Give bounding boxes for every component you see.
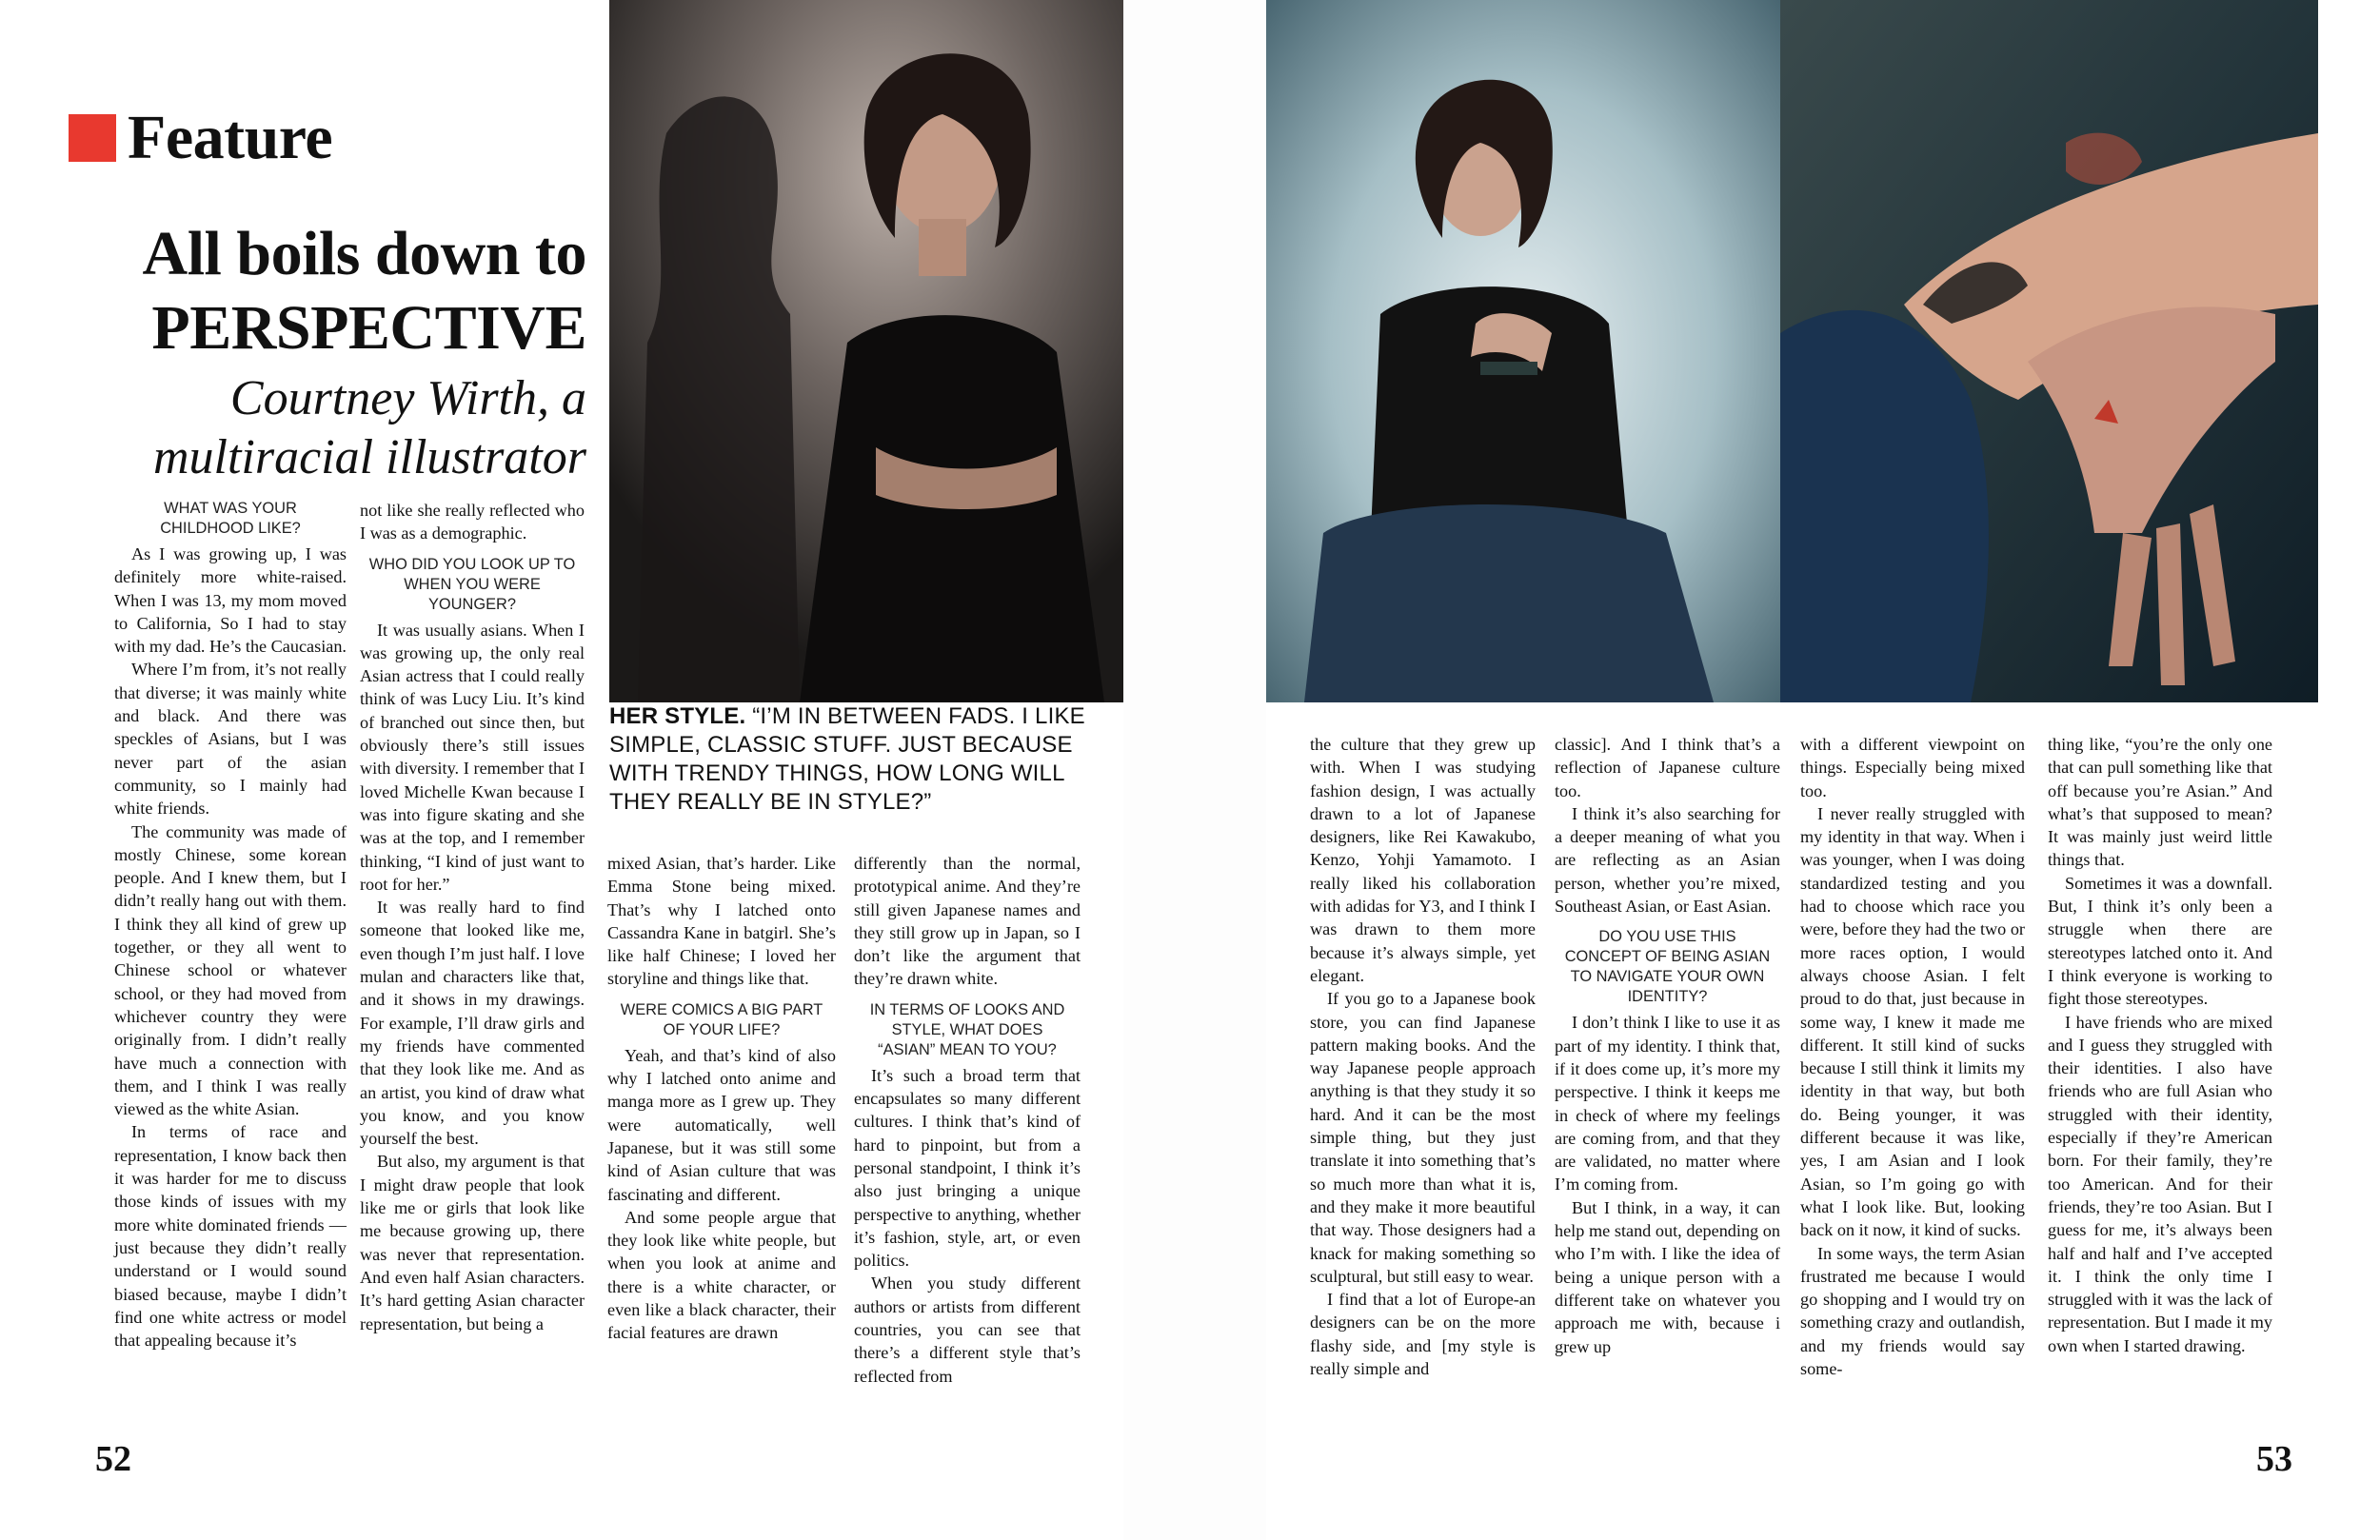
article-column-5 bbox=[1310, 733, 1536, 1380]
body-paragraph: The community was made of mostly Chinese, some korean people. And I knew them, but I didn’t really hang out with them. I think they all kind of grew up together, or they all went to Chinese school or whatever school, or they had moved from whichever country they were originally from. I didn’t really have much a connection with them, and I think I was really viewed as the white Asian. bbox=[114, 821, 347, 1119]
body-paragraph: I never really struggled with my identity in that way. When i was younger, when I was doing standardized testing and you had to choose which race you were, before they had the two or more races option, I would always choose Asian. I felt proud to do that, just because in some way, I knew it made me different. It still kind of sucks because I still think it limits my identity in that way, but both do. Being younger, it was different because it was like, yes, I am Asian and I look Asian, so I’m going go with what I look like. But, looking back on it now, it kind of sucks. bbox=[1800, 803, 2025, 1240]
body-paragraph: I find that a lot of Europe-an designers can be on the more flashy side, and [my style is really simple and bbox=[1310, 1290, 1536, 1379]
section-label bbox=[69, 103, 333, 172]
body-paragraph: When you study different authors or artists from different countries, you can see that there’s a different style that’s reflected from bbox=[854, 1273, 1081, 1386]
body-paragraph: Sometimes it was a downfall. But, I think it’s only been a struggle when there are stereotypes latched onto it. And I think everyone is working to fight those stereotypes. bbox=[2048, 873, 2272, 1009]
body-paragraph: I don’t think I like to use it as part of my identity. I think that, if it does come up, it’s more my perspective. I think it keeps me in check of where my feelings are coming from, and that they are validated, no matter where I’m coming from. bbox=[1555, 1013, 1780, 1194]
caption-text: “I’M IN BETWEEN FADS. I LIKE SIMPLE, CLASSIC STUFF. JUST BECAUSE WITH TRENDY THINGS, HOW LONG WILL THEY REALLY BE IN STYLE?” bbox=[609, 703, 1085, 815]
body-paragraph: thing like, “you’re the only one that can pull something like that off because you’re Asian.” And what’s that supposed to mean? It was mainly just weird little things that. bbox=[2048, 735, 2272, 870]
interview-question: WHO DID YOU LOOK UP TO WHEN YOU WERE YOUNGER? bbox=[368, 555, 576, 613]
body-paragraph: But I think, in a way, it can help me stand out, depending on who I’m with. I like the idea of being a unique person with a different take on whatever you approach me with, because i grew up bbox=[1555, 1197, 1780, 1356]
body-paragraph: I have friends who are mixed and I guess they struggled with their identities. I also have friends who are full Asian who struggled with their identity, especially if they’re American born. For their family, they’re too American. And for their friends, they’re too Asian. But I guess for me, it’s always been half and half and I’ve accepted it. I think the only time I struggled with it was the lack of representation. But I made it my own when I started drawing. bbox=[2048, 1012, 2272, 1355]
article-subhead bbox=[53, 369, 586, 487]
body-paragraph: mixed Asian, that’s harder. Like Emma Stone being mixed. That’s why I latched onto Cassandra Kane in batgirl. She’s like half Chinese; I loved her storyline and things like that. bbox=[607, 854, 836, 989]
body-paragraph: not like she really reflected who I was as a demographic. bbox=[360, 501, 585, 543]
page-number-left: 52 bbox=[95, 1439, 131, 1479]
article-column-7 bbox=[1800, 733, 2025, 1380]
headline-line-1: All boils down to bbox=[142, 219, 586, 288]
body-paragraph: In some ways, the term Asian frustrated me because I would go shopping and I would try on something crazy and outlandish, and my friends would say some- bbox=[1800, 1243, 2025, 1379]
article-column-3 bbox=[607, 852, 836, 1345]
section-accent-square bbox=[69, 114, 116, 162]
body-paragraph: the culture that they grew up with. When I was studying fashion design, I was actually drawn to a lot of Japanese designers, like Rei Kawakubo, Kenzo, Yohji Yamamoto. I really liked his collaboration with adidas for Y3, and I think I was drawn to them more because it’s always simple, yet elegant. bbox=[1310, 735, 1536, 985]
interview-question: DO YOU USE THIS CONCEPT OF BEING ASIAN TO NAVIGATE YOUR OWN IDENTITY? bbox=[1564, 928, 1771, 1006]
body-paragraph: As I was growing up, I was definitely more white-raised. When I was 13, my mom moved to California, So I had to stay with my dad. He’s the Caucasian. bbox=[114, 544, 347, 657]
portrait-photo-icon bbox=[1266, 0, 1780, 702]
portrait-photo-icon bbox=[1780, 0, 2318, 702]
body-paragraph: It was usually asians. When I was growing up, the only real Asian actress that I could really think of was Lucy Liu. It’s kind of branched out since then, but obviously there’s still issues with diversity. I remember that I loved Michelle Kwan because I was into figure skating and she was at the top, and I remember thinking, “I kind of just want to root for her.” bbox=[360, 620, 585, 894]
article-column-4 bbox=[854, 852, 1081, 1388]
body-paragraph: classic]. And I think that’s a reflection of Japanese culture too. bbox=[1555, 735, 1780, 800]
body-paragraph: And some people argue that they look like white people, but when you look at anime and there is a white character, or even like a black character, their facial features are drawn bbox=[607, 1207, 836, 1343]
portrait-photo-icon bbox=[609, 0, 1123, 702]
headline-line-2: PERSPECTIVE bbox=[151, 293, 586, 363]
body-paragraph: In terms of race and representation, I know back then it was harder for me to discuss those kinds of issues with my more white dominated friends — just because they didn’t really understand or I would sound biased because, maybe I didn’t find one white actress or model that appealing because it’s bbox=[114, 1122, 347, 1351]
article-column-1 bbox=[114, 499, 347, 1352]
body-paragraph: Where I’m from, it’s not really that diverse; it was mainly white and black. And there was speckles of Asians, but I was never part of the asian community, so I mainly had white friends. bbox=[114, 660, 347, 819]
body-paragraph: I think it’s also searching for a deeper meaning of what you are reflecting as an Asian person, whether you’re mixed, Southeast Asian, or East Asian. bbox=[1555, 803, 1780, 917]
portrait-photo-3 bbox=[1780, 0, 2318, 702]
page-number-right: 53 bbox=[2256, 1439, 2292, 1479]
article-column-6 bbox=[1555, 733, 1780, 1358]
body-paragraph: Yeah, and that’s kind of also why I latched onto anime and manga more as I grew up. They were automatically, well Japanese, but it was still some kind of Asian culture that was fascinating and different. bbox=[607, 1045, 836, 1204]
portrait-photo-1 bbox=[609, 0, 1123, 702]
caption-lead: HER STYLE. bbox=[609, 703, 746, 729]
body-paragraph: differently than the normal, prototypical anime. And they’re still given Japanese names and they still grow up in Japan, so I don’t like the argument that they’re drawn white. bbox=[854, 854, 1081, 989]
page-gutter bbox=[1123, 0, 1266, 1540]
body-paragraph: It was really hard to find someone that looked like me, even though I’m just half. I love mulan and characters like that, and it shows in my drawings. For example, I’ll draw girls and my friends have commented that they look like me. And as an artist, you kind of draw what you know, and you know yourself the best. bbox=[360, 898, 585, 1149]
section-title: Feature bbox=[128, 103, 333, 172]
article-headline bbox=[53, 217, 586, 365]
article-column-8 bbox=[2048, 733, 2272, 1357]
portrait-photo-2 bbox=[1266, 0, 1780, 702]
interview-question: WERE COMICS A BIG PART OF YOUR LIFE? bbox=[620, 1000, 823, 1038]
body-paragraph: It’s such a broad term that encapsulates so many different cultures. I think that’s kind of hard to pinpoint, but from a personal standpoint, I think it’s also just bringing a unique perspective to anything, whether it’s fashion, style, art, or even politics. bbox=[854, 1065, 1081, 1271]
photo-caption bbox=[609, 702, 1123, 817]
interview-question: WHAT WAS YOUR CHILDHOOD LIKE? bbox=[160, 500, 301, 537]
article-column-2 bbox=[360, 499, 585, 1335]
body-paragraph: with a different viewpoint on things. Especially being mixed too. bbox=[1800, 735, 2025, 800]
subhead-line-2: multiracial illustrator bbox=[152, 430, 586, 484]
body-paragraph: If you go to a Japanese book store, you can find Japanese pattern making books. And the way Japanese people approach anything is that they study it so hard. And it can be the most simple thing, but they just translate it into something that’s so much more than what it is, and they make it more beautiful that way. Those designers had a knack for making something so sculptural, but still easy to wear. bbox=[1310, 989, 1536, 1286]
interview-question: IN TERMS OF LOOKS AND STYLE, WHAT DOES “ASIAN” MEAN TO YOU? bbox=[869, 1000, 1065, 1058]
body-paragraph: But also, my argument is that I might draw people that look like me or girls that look like me because growing up, there was never that representation. And even half Asian characters. It’s hard getting Asian character representation, but being a bbox=[360, 1152, 585, 1333]
subhead-line-1: Courtney Wirth, a bbox=[229, 371, 586, 425]
